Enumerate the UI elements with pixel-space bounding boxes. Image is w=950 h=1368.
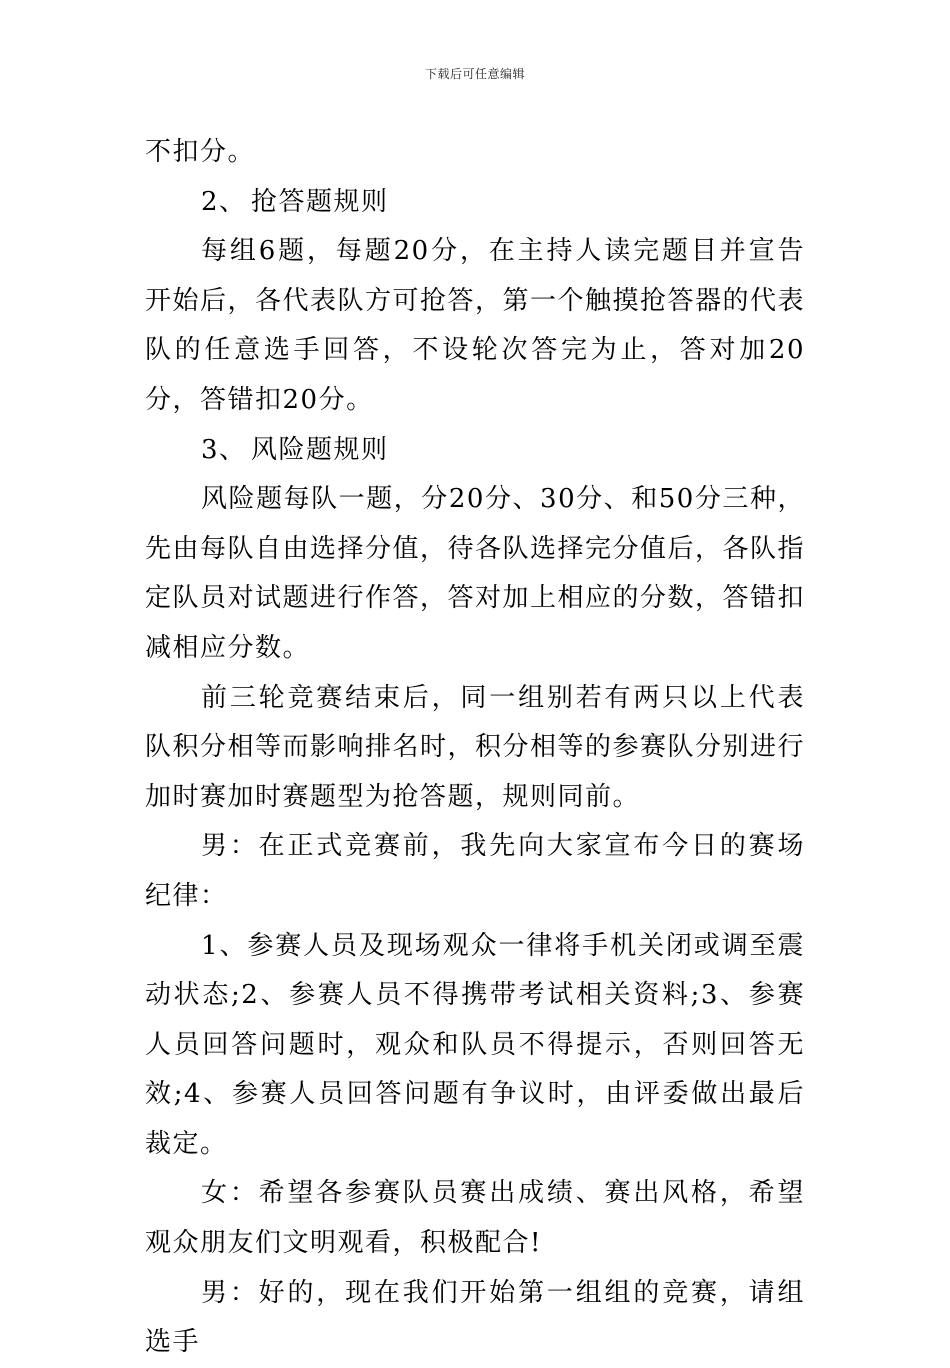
section-number: 3、 [201, 434, 247, 465]
paragraph-male-host-announcement: 男：在正式竞赛前，我先向大家宣布今日的赛场纪律： [145, 831, 805, 911]
section-number: 2、 [201, 186, 247, 217]
document-body [145, 128, 805, 1368]
paragraph-discipline-list: 1、参赛人员及现场观众一律将手机关闭或调至震动状态;2、参赛人员不得携带考试相关资料;3、参赛人员回答问题时，观众和队员不得提示，否则回答无效;4、参赛人员回答问题有争议时，由评委做出最后裁定。 [145, 930, 805, 1159]
section-title: 风险题规则 [251, 434, 389, 465]
section-title: 抢答题规则 [251, 186, 389, 217]
paragraph-male-host-start: 男：好的，现在我们开始第一组组的竞赛，请组选手 [145, 1277, 805, 1358]
paragraph-tiebreak: 前三轮竞赛结束后，同一组别若有两只以上代表队积分相等而影响排名时，积分相等的参赛队分别进行加时赛加时赛题型为抢答题，规则同前。 [145, 682, 806, 812]
paragraph-female-host: 女：希望各参赛队员赛出成绩、赛出风格，希望观众朋友们文明观看，积极配合! [145, 1178, 805, 1259]
paragraph-quick-answer-rules: 每组6题，每题20分，在主持人读完题目并宣告开始后，各代表队方可抢答，第一个触摸抢答器的代表队的任意选手回答，不设轮次答完为止，答对加20分，答错扣20分。 [145, 236, 806, 415]
paragraph-continuation: 不扣分。 [145, 137, 256, 167]
page-header: 下载后可任意编辑 [424, 67, 525, 81]
section-heading-2 [145, 178, 805, 228]
paragraph-risk-rules: 风险题每队一题，分20分、30分、和50分三种，先由每队自由选择分值，待各队选择完分值后，各队指定队员对试题进行作答，答对加上相应的分数，答错扣减相应分数。 [145, 484, 806, 663]
section-heading-3 [145, 426, 805, 476]
